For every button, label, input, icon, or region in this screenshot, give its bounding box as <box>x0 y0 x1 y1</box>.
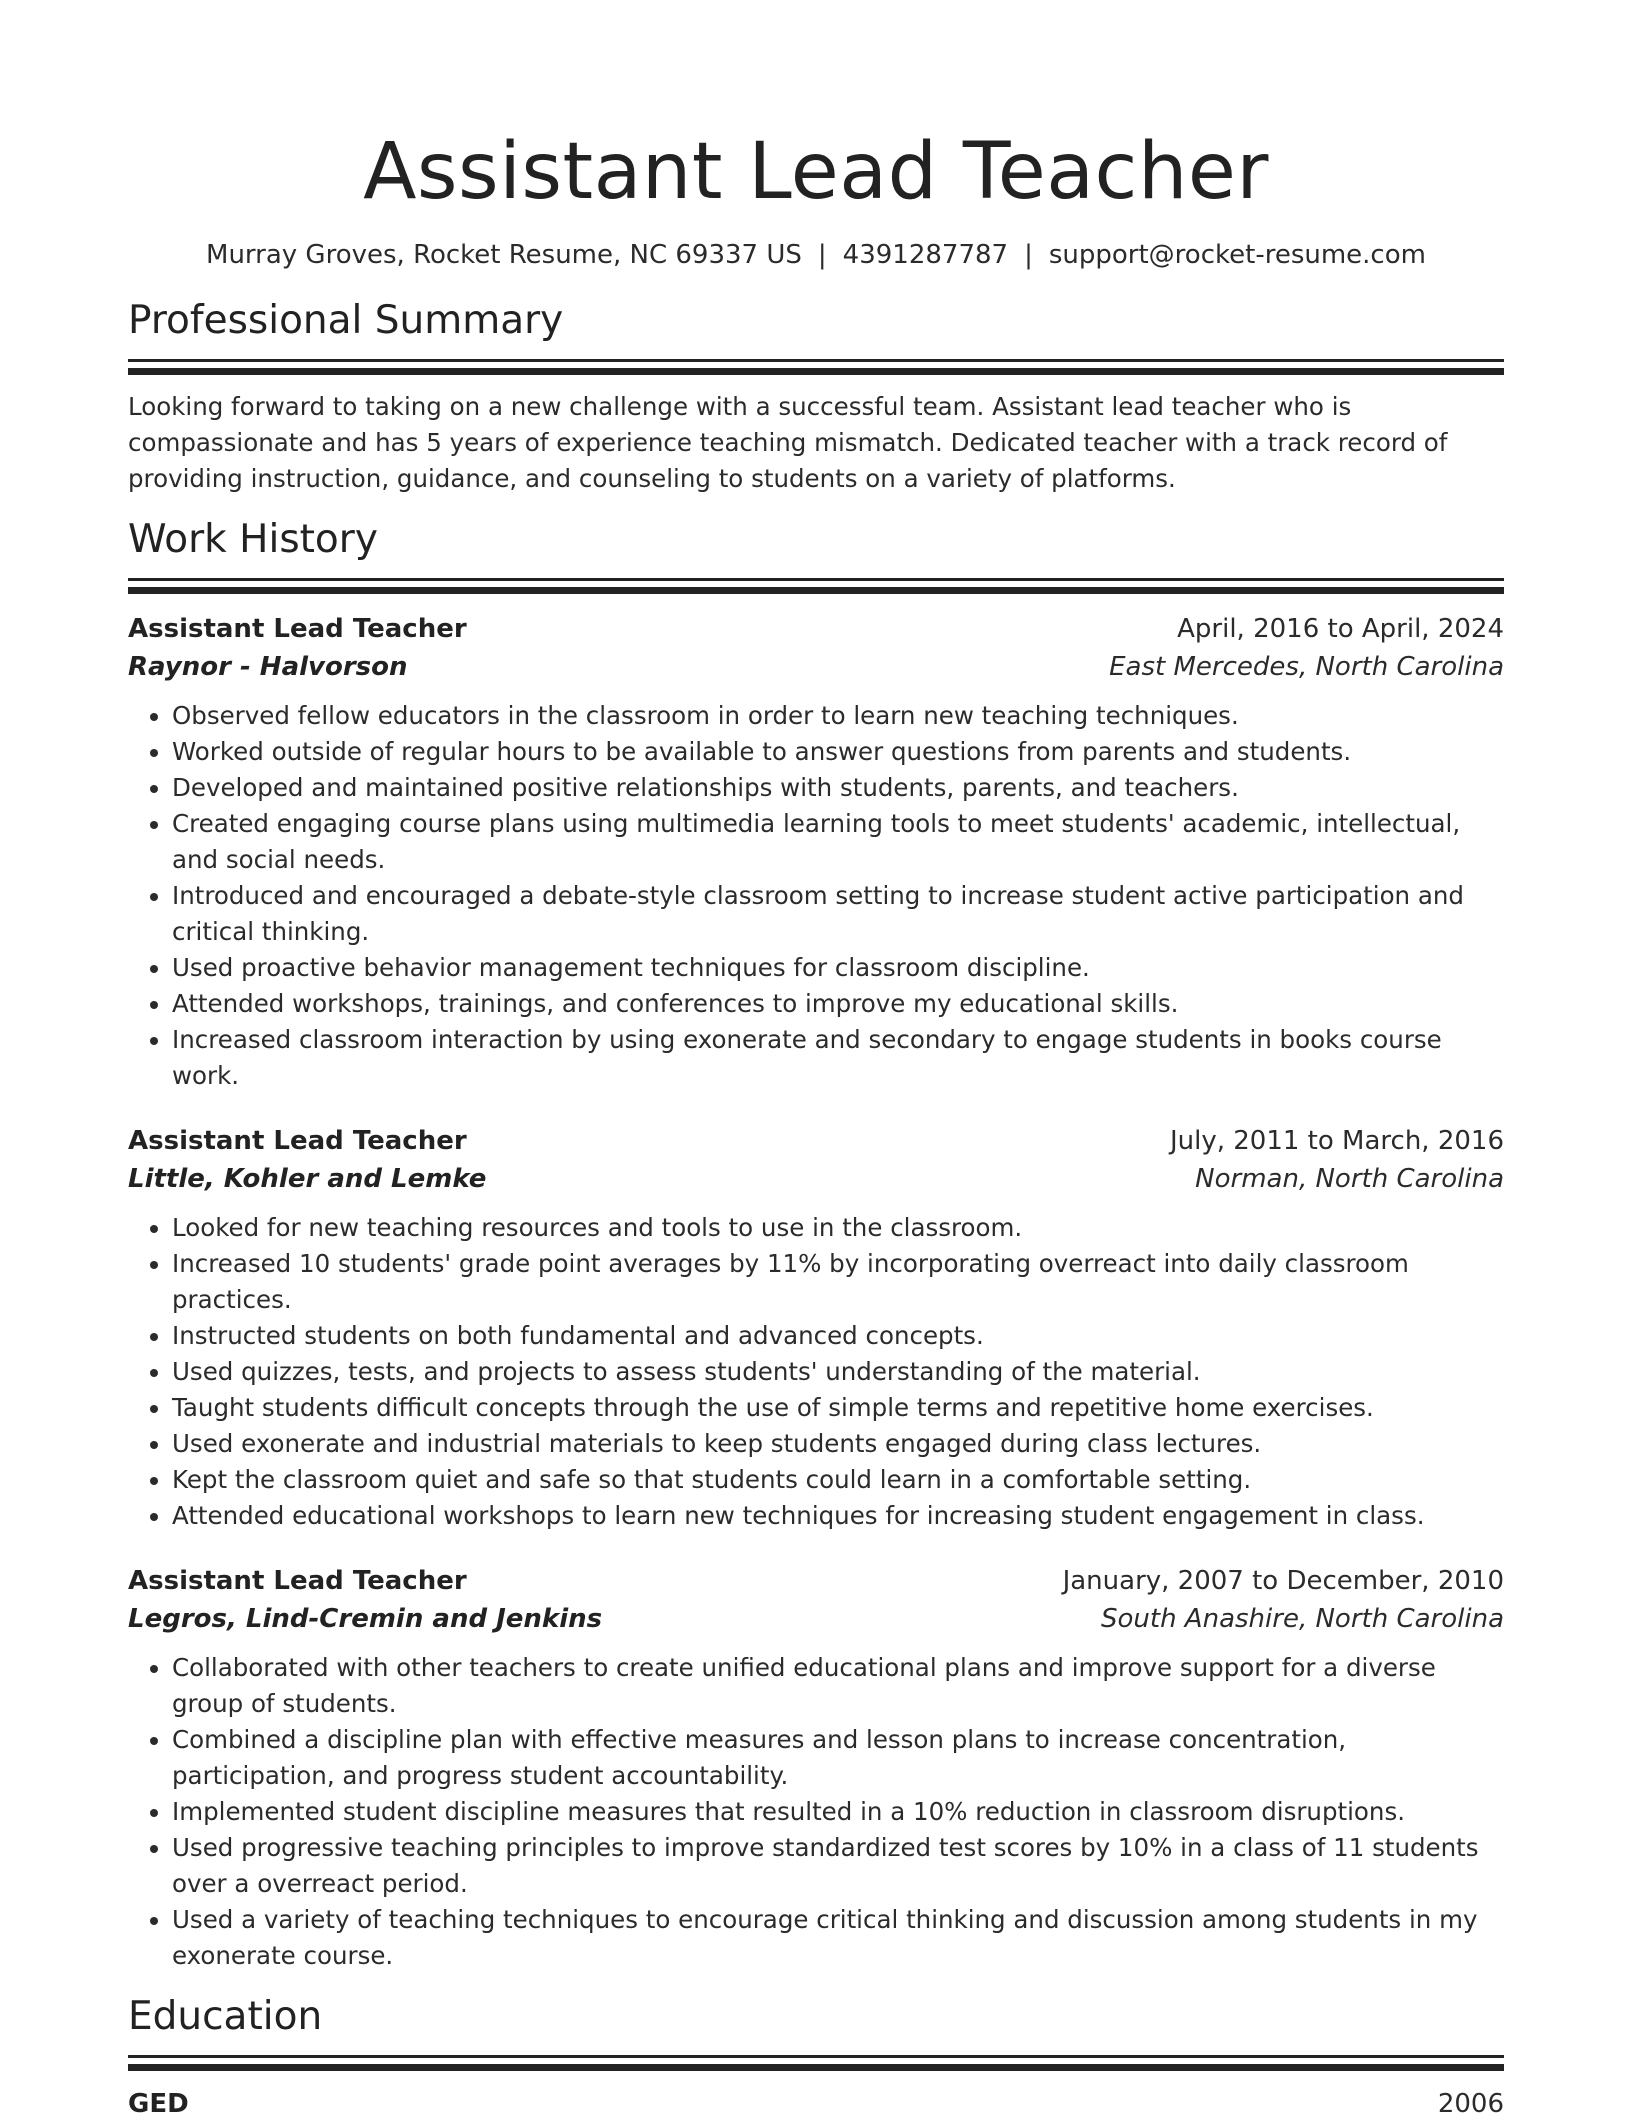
job-dates: April, 2016 to April, 2024 <box>1177 614 1504 644</box>
list-item: • Increased classroom interaction by using exonerate and secondary to engage students in books course work. <box>172 1022 1504 1094</box>
list-item: • Observed fellow educators in the classroom in order to learn new teaching techniques. <box>172 698 1504 734</box>
page-title: Assistant Lead Teacher <box>363 127 1269 217</box>
job-header <box>128 610 1504 648</box>
contact-line <box>128 238 1504 272</box>
job-entry <box>128 1562 1504 1974</box>
list-item: • Introduced and encouraged a debate-style classroom setting to increase student active participation and critical thinking. <box>172 878 1504 950</box>
resume-page <box>128 0 1504 2123</box>
job-entry <box>128 1122 1504 1534</box>
job-title: Assistant Lead Teacher <box>128 614 467 644</box>
list-item: • Combined a discipline plan with effective measures and lesson plans to increase concentration, participation, and progress student accountability. <box>172 1722 1504 1794</box>
summary-text: Looking forward to taking on a new challenge with a successful team. Assistant lead teacher who is compassionate and has 5 years of experience teaching mismatch. Dedicated teacher with a track record of providing instruction, guidance, and counseling to students on a variety of platforms. <box>128 392 1448 493</box>
list-item: • Attended workshops, trainings, and conferences to improve my educational skills. <box>172 986 1504 1022</box>
list-item: • Used proactive behavior management techniques for classroom discipline. <box>172 950 1504 986</box>
section-divider <box>128 578 1504 594</box>
job-employer: Raynor - Halvorson <box>128 652 408 682</box>
professional-summary-section <box>128 298 1504 497</box>
list-item: • Increased 10 students' grade point averages by 11% by incorporating overreact into daily classroom practices. <box>172 1246 1504 1318</box>
job-dates: January, 2007 to December, 2010 <box>1062 1566 1504 1596</box>
job-entry <box>128 610 1504 1094</box>
education-degree: GED <box>128 2089 189 2119</box>
list-item: • Implemented student discipline measures that resulted in a 10% reduction in classroom disruptions. <box>172 1794 1504 1830</box>
list-item: • Used progressive teaching principles to improve standardized test scores by 10% in a class of 11 students over a overreact period. <box>172 1830 1504 1902</box>
education-section <box>128 1994 1504 2123</box>
job-bullet-list <box>128 698 1504 1094</box>
job-location: Norman, North Carolina <box>1195 1164 1504 1194</box>
contact-separator: | <box>1024 240 1033 270</box>
section-heading: Education <box>128 1994 323 2039</box>
job-title: Assistant Lead Teacher <box>128 1566 467 1596</box>
list-item: • Looked for new teaching resources and tools to use in the classroom. <box>172 1210 1504 1246</box>
section-divider <box>128 2055 1504 2071</box>
list-item: • Attended educational workshops to learn new techniques for increasing student engagement in class. <box>172 1498 1504 1534</box>
job-bullet-list <box>128 1650 1504 1974</box>
list-item: • Used a variety of teaching techniques to encourage critical thinking and discussion among students in my exonerate course. <box>172 1902 1504 1974</box>
job-title: Assistant Lead Teacher <box>128 1126 467 1156</box>
job-employer: Little, Kohler and Lemke <box>128 1164 487 1194</box>
job-subheader <box>128 1600 1504 1638</box>
list-item: • Used exonerate and industrial materials to keep students engaged during class lectures. <box>172 1426 1504 1462</box>
job-location: East Mercedes, North Carolina <box>1109 652 1504 682</box>
list-item: • Worked outside of regular hours to be available to answer questions from parents and students. <box>172 734 1504 770</box>
work-history-section <box>128 517 1504 1974</box>
contact-separator: | <box>817 240 827 270</box>
job-location: South Anashire, North Carolina <box>1100 1604 1504 1634</box>
job-header <box>128 1122 1504 1160</box>
contact-email: support@rocket-resume.com <box>1048 240 1426 270</box>
section-divider <box>128 359 1504 375</box>
job-employer: Legros, Lind-Cremin and Jenkins <box>128 1604 603 1634</box>
job-bullet-list <box>128 1210 1504 1534</box>
contact-phone: 4391287787 <box>842 240 1009 270</box>
education-entry <box>128 2085 1504 2123</box>
list-item: • Instructed students on both fundamental and advanced concepts. <box>172 1318 1504 1354</box>
section-heading: Work History <box>128 517 378 562</box>
list-item: • Kept the classroom quiet and safe so that students could learn in a comfortable setting. <box>172 1462 1504 1498</box>
section-heading: Professional Summary <box>128 298 564 343</box>
list-item: • Collaborated with other teachers to create unified educational plans and improve support for a diverse group of students. <box>172 1650 1504 1722</box>
job-subheader <box>128 1160 1504 1198</box>
job-dates: July, 2011 to March, 2016 <box>1169 1126 1504 1156</box>
education-year: 2006 <box>1437 2089 1504 2119</box>
list-item: • Used quizzes, tests, and projects to assess students' understanding of the material. <box>172 1354 1504 1390</box>
list-item: • Created engaging course plans using multimedia learning tools to meet students' academic, intellectual, and social needs. <box>172 806 1504 878</box>
contact-address: Murray Groves, Rocket Resume, NC 69337 US <box>206 240 802 270</box>
list-item: • Developed and maintained positive relationships with students, parents, and teachers. <box>172 770 1504 806</box>
list-item: • Taught students difficult concepts through the use of simple terms and repetitive home exercises. <box>172 1390 1504 1426</box>
job-subheader <box>128 648 1504 686</box>
job-header <box>128 1562 1504 1600</box>
